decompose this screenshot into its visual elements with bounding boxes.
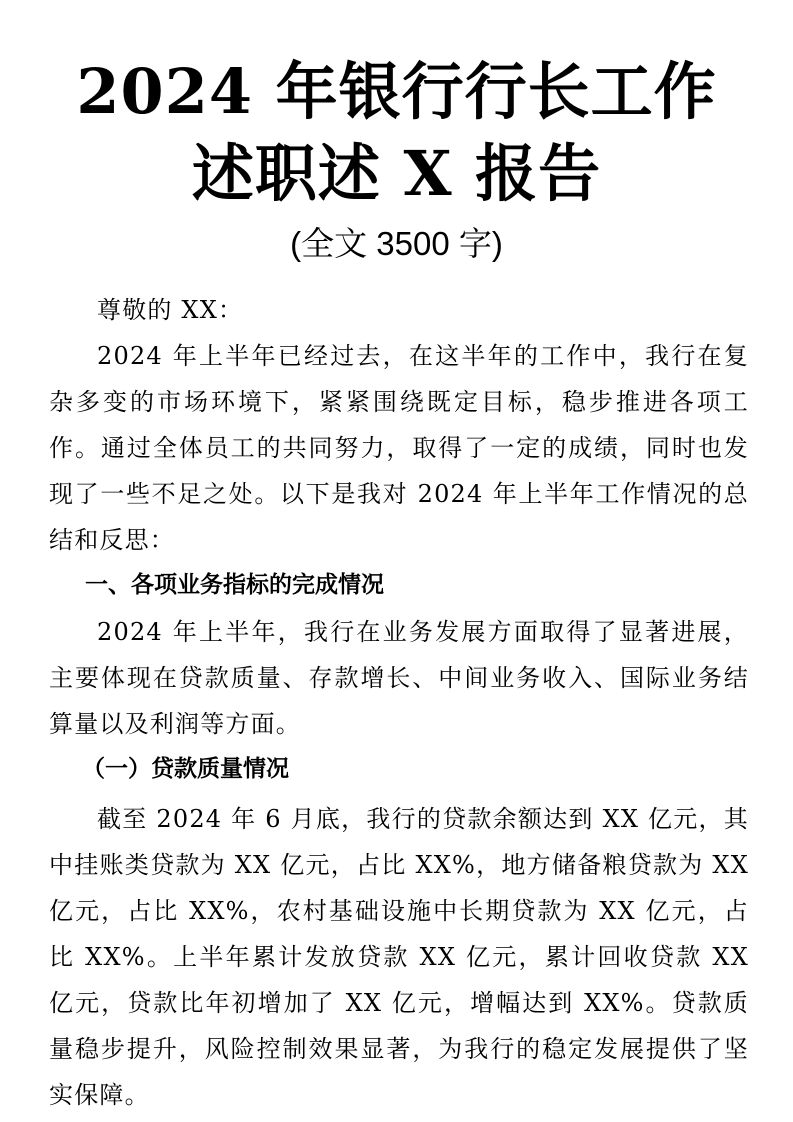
section-heading-1: 一、各项业务指标的完成情况 bbox=[85, 572, 384, 598]
intro-paragraph: 2024 年上半年已经过去，在这半年的工作中，我行在复杂多变的市场环境下，紧紧围绕既定目标，稳步推进各项工作。通过全体员工的共同努力，取得了一定的成绩，同时也发现了一些不足之处。以下是我对 2024 年上半年工作情况的总结和反思： bbox=[49, 342, 749, 554]
document-subtitle: (全文 3500 字) bbox=[290, 225, 503, 262]
loan-quality-paragraph: 截至 2024 年 6 月底，我行的贷款余额达到 XX 亿元，其中挂账类贷款为 XX 亿元，占比 XX%，地方储备粮贷款为 XX 亿元，占比 XX%，农村基础设施中长期贷款为 XX 亿元，占比 XX%。上半年累计发放贷款 XX 亿元，累计回收贷款 XX 亿元，贷款比年初增加了 XX 亿元，增幅达到 XX%。贷款质量稳步提升，风险控制效果显著，为我行的稳定发展提供了坚实保障。 bbox=[49, 805, 749, 1109]
document-title-line-2: 述职述 X 报告 bbox=[191, 137, 602, 210]
section-1-paragraph: 2024 年上半年，我行在业务发展方面取得了显著进展，主要体现在贷款质量、存款增长、中间业务收入、国际业务结算量以及利润等方面。 bbox=[49, 618, 749, 738]
document-title-line-1: 2024 年银行行长工作 bbox=[76, 55, 717, 128]
subsection-heading-1: （一）贷款质量情况 bbox=[82, 756, 289, 782]
salutation: 尊敬的 XX： bbox=[97, 296, 244, 324]
